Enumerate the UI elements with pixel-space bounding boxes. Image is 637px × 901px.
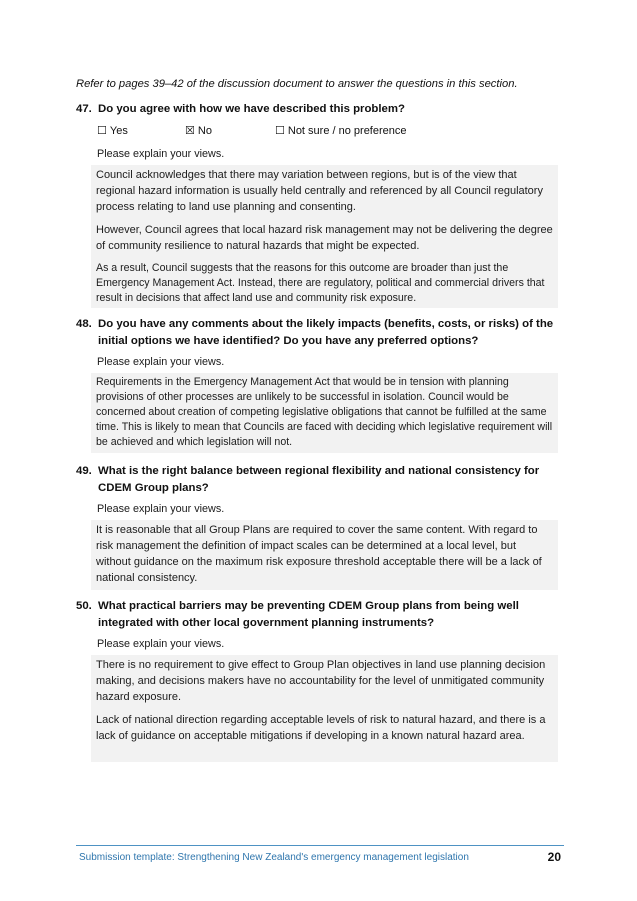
choice-no[interactable] xyxy=(185,124,212,138)
answer-paragraph: It is reasonable that all Group Plans are required to cover the same content. With regard to risk management the definition of impact scales can be determined at a local level, but without guidance on the maximum risk exposure threshold acceptable there will be a lack of national consistency. xyxy=(96,524,542,584)
footer-title: Submission template: Strengthening New Zealand's emergency management legislation xyxy=(79,852,469,863)
choice-not-sure[interactable] xyxy=(275,124,407,138)
answer-choices xyxy=(97,124,457,140)
answer-paragraph: Lack of national direction regarding acceptable levels of risk to natural hazard, and there is a lack of guidance on acceptable mitigations if developing in a known natural hazard area. xyxy=(96,714,546,742)
question-number: 48. xyxy=(76,318,92,330)
page-number: 20 xyxy=(547,850,561,864)
question-text: What is the right balance between regional flexibility and national consistency for CDEM Group plans? xyxy=(98,465,540,494)
question-49 xyxy=(76,463,566,497)
question-47 xyxy=(76,101,566,118)
explain-prompt: Please explain your views. xyxy=(97,356,225,368)
choice-label: No xyxy=(197,125,212,137)
question-text: Do you agree with how we have described this problem? xyxy=(98,103,405,115)
unchecked-box-icon[interactable]: ☐ xyxy=(97,124,107,137)
explain-prompt: Please explain your views. xyxy=(97,503,225,515)
section-intro: Refer to pages 39–42 of the discussion document to answer the questions in this section. xyxy=(76,78,518,90)
answer-paragraph: Requirements in the Emergency Management Act that would be in tension with planning provisions of other processes are unlikely to be successful in isolation. Council would be concerned about creation of competing legislative obligations that cannot be fulfilled at the same time. This is likely to mean that Councils are faced with deciding which legislative requirement will be achieved and which legislation will not. xyxy=(96,376,553,448)
question-text: What practical barriers may be preventing CDEM Group plans from being well integrated with other local government planning instruments? xyxy=(98,600,519,629)
unchecked-box-icon[interactable]: ☐ xyxy=(275,124,285,137)
question-48 xyxy=(76,316,566,350)
choice-label: Not sure / no preference xyxy=(287,125,407,137)
question-50 xyxy=(76,598,566,632)
answer-paragraph: There is no requirement to give effect to Group Plan objectives in land use planning decision making, and decisions makers have no accountability for the level of unmitigated community hazard exposure. xyxy=(96,659,546,703)
answer-paragraph: Council acknowledges that there may variation between regions, but is of the view that regional hazard information is usually held centrally and referenced by all Council regulatory process relating to land use planning and consenting. xyxy=(96,169,543,213)
question-number: 47. xyxy=(76,103,92,115)
choice-yes[interactable] xyxy=(97,124,128,138)
question-number: 50. xyxy=(76,600,92,612)
page-footer xyxy=(76,845,564,866)
answer-box-47[interactable] xyxy=(91,165,558,308)
question-text: Do you have any comments about the likely impacts (benefits, costs, or risks) of the initial options we have identified? Do you have any preferred options? xyxy=(98,318,554,347)
answer-box-49[interactable] xyxy=(91,520,558,590)
checked-box-icon[interactable]: ☒ xyxy=(185,124,195,137)
answer-paragraph: As a result, Council suggests that the reasons for this outcome are broader than just the Emergency Management Act. Instead, there are regulatory, political and commercial drivers that result in decisions that affect land use and community risk exposure. xyxy=(96,262,545,304)
choice-label: Yes xyxy=(109,125,128,137)
answer-paragraph: However, Council agrees that local hazard risk management may not be delivering the degree of community resilience to natural hazards that might be expected. xyxy=(96,224,553,252)
explain-prompt: Please explain your views. xyxy=(97,148,225,160)
answer-box-48[interactable] xyxy=(91,373,558,453)
question-number: 49. xyxy=(76,465,92,477)
answer-box-50[interactable] xyxy=(91,655,558,762)
explain-prompt: Please explain your views. xyxy=(97,638,225,650)
